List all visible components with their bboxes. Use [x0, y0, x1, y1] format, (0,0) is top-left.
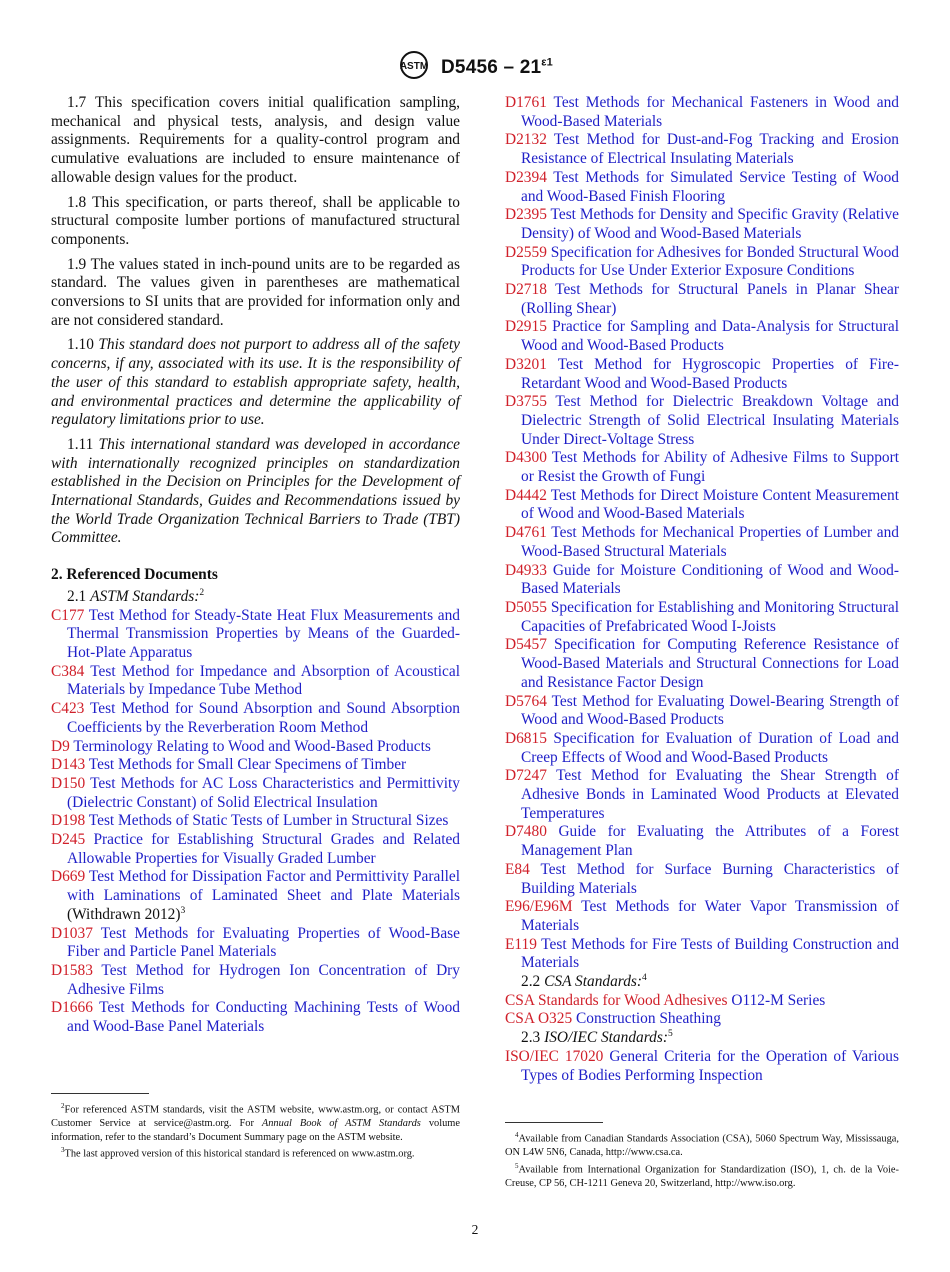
reference-title[interactable]: Test Methods for Simulated Service Testing of Wood and Wood-Based Finish Flooring — [521, 168, 899, 205]
reference-title[interactable]: Test Methods for Mechanical Properties of Lumber and Wood-Based Structural Materials — [521, 524, 899, 560]
para-1-11 — [51, 436, 460, 548]
footnote-4-num: 4 — [515, 1131, 519, 1139]
reference-title[interactable]: General Criteria for the Operation of Various Types of Bodies Performing Inspection — [521, 1047, 899, 1084]
footnote-ref-2: 2 — [199, 587, 205, 598]
reference-item[interactable] — [505, 318, 899, 355]
para-1-10 — [51, 336, 460, 430]
reference-item[interactable] — [505, 244, 899, 281]
reference-item[interactable] — [51, 962, 460, 999]
astm-reference-list-continued — [505, 94, 899, 973]
reference-title[interactable]: Test Method for Evaluating the Shear Strength of Adhesive Bonds in Laminated Wood Products at Elevated Temperatures — [521, 767, 900, 822]
reference-item[interactable] — [505, 1010, 899, 1029]
footnote-2-num: 2 — [61, 1102, 65, 1110]
reference-code[interactable]: D198 — [51, 812, 86, 830]
reference-item[interactable] — [505, 936, 899, 973]
reference-code[interactable]: D7247 — [505, 767, 547, 785]
reference-title[interactable]: Test Methods of Static Tests of Lumber in Structural Sizes — [88, 812, 449, 830]
reference-item[interactable] — [51, 663, 460, 700]
reference-code[interactable]: D1037 — [51, 924, 93, 942]
reference-code[interactable]: D1583 — [51, 961, 93, 979]
reference-title[interactable]: Test Method for Evaluating Dowel-Bearing Strength of Wood and Wood-Based Products — [521, 692, 899, 729]
reference-code[interactable]: D1666 — [51, 999, 93, 1017]
footnote-5-text: Available from International Organization for Standardization (ISO), 1, ch. de la Voie-Creuse, CP 56, CH-1211 Geneva 20, Switzerland, http://www.iso.org. — [505, 1164, 899, 1189]
reference-code[interactable]: D3755 — [505, 393, 547, 411]
reference-code[interactable]: E96/E96M — [505, 898, 573, 916]
footnote-divider — [505, 1122, 603, 1123]
footnote-ref-5: 5 — [667, 1029, 673, 1040]
reference-code[interactable]: D150 — [51, 774, 86, 792]
reference-item[interactable] — [505, 206, 899, 243]
right-column — [505, 94, 899, 1085]
reference-code[interactable]: D2718 — [505, 281, 547, 299]
designation-code: D5456 – 21 — [441, 56, 542, 78]
reference-code[interactable]: D3201 — [505, 355, 547, 373]
reference-title[interactable]: O112-M Series — [731, 991, 826, 1009]
reference-title[interactable]: Test Methods for Conducting Machining Tests of Wood and Wood-Base Panel Materials — [67, 999, 460, 1036]
withdrawn-note: (Withdrawn 2012) — [67, 905, 181, 923]
reference-item[interactable] — [505, 281, 899, 318]
reference-title[interactable]: Construction Sheathing — [576, 1010, 721, 1028]
left-column — [51, 94, 460, 1037]
reference-code[interactable]: CSA Standards for Wood Adhesives — [505, 991, 728, 1009]
footnote-divider — [51, 1093, 149, 1094]
reference-title[interactable]: Test Method for Steady-State Heat Flux Measurements and Thermal Transmission Properties by Means of the Guarded-Hot-Plate Apparatus — [67, 606, 460, 661]
reference-code[interactable]: D7480 — [505, 823, 547, 841]
reference-code[interactable]: C423 — [51, 700, 85, 718]
reference-item[interactable] — [51, 607, 460, 663]
reference-code[interactable]: D2915 — [505, 318, 547, 336]
reference-title[interactable]: Test Methods for Evaluating Properties of Wood-Base Fiber and Particle Panel Materials — [67, 924, 460, 961]
reference-item[interactable] — [505, 823, 899, 860]
subsection-2-2 — [505, 973, 899, 992]
subsection-2-2-num: 2.2 — [521, 973, 541, 991]
reference-item[interactable] — [51, 775, 460, 812]
reference-item[interactable] — [51, 999, 460, 1036]
reference-code[interactable]: D5457 — [505, 636, 547, 654]
reference-code[interactable]: D2559 — [505, 243, 547, 261]
para-1-11-text: This international standard was developed in accordance with internationally recognized principles on standardization established in the Decision on Principles for the Development of International Standards, Guides and Recommendations issued by the World Trade Organization Technical Barriers to Trade (TBT) Committee. — [51, 435, 460, 547]
subsection-2-3 — [505, 1029, 899, 1048]
reference-code[interactable]: D4761 — [505, 524, 547, 542]
footnote-3-text: The last approved version of this historical standard is referenced on www.astm.org. — [64, 1148, 415, 1160]
reference-code[interactable]: D5055 — [505, 598, 547, 616]
reference-title[interactable]: Test Method for Dissipation Factor and Permittivity Parallel with Laminations of Laminated Sheet and Plate Materials — [67, 868, 461, 905]
reference-item[interactable] — [51, 868, 460, 924]
subsection-2-3-label: ISO/IEC Standards: — [544, 1029, 668, 1047]
reference-title[interactable]: Practice for Sampling and Data-Analysis for Structural Wood and Wood-Based Products — [521, 318, 899, 355]
reference-item[interactable] — [51, 812, 460, 831]
reference-title[interactable]: Specification for Evaluation of Duration of Load and Creep Effects of Wood and Wood-Based Products — [521, 729, 899, 766]
reference-title[interactable]: Test Methods for Density and Specific Gravity (Relative Density) of Wood and Wood-Based Materials — [521, 206, 899, 242]
reference-title[interactable]: Test Methods for Ability of Adhesive Films to Support or Resist the Growth of Fungi — [521, 449, 899, 486]
astm-reference-list — [51, 607, 460, 1037]
reference-item[interactable] — [505, 94, 899, 131]
reference-title[interactable]: Terminology Relating to Wood and Wood-Based Products — [73, 737, 431, 755]
footnotes-left — [51, 1093, 460, 1161]
reference-code[interactable]: D2394 — [505, 168, 547, 186]
reference-item[interactable] — [51, 738, 460, 757]
page-header — [0, 50, 950, 85]
para-1-9: 1.9 The values stated in inch-pound units are to be regarded as standard. The values given in parentheses are mathematical conversions to SI units that are provided for information only and are not considered standard. — [51, 255, 460, 329]
reference-code[interactable]: ISO/IEC 17020 — [505, 1047, 604, 1065]
reference-item[interactable] — [51, 831, 460, 868]
para-1-10-text: This standard does not purport to address all of the safety concerns, if any, associated with its use. It is the responsibility of the user of this standard to establish appropriate safety, health, and environmental practices and determine the applicability of regulatory limitations prior to use. — [51, 336, 460, 429]
reference-code[interactable]: D9 — [51, 737, 70, 755]
reference-title[interactable]: Test Method for Dielectric Breakdown Voltage and Dielectric Strength of Solid Electrical Insulating Materials Under Direct-Voltage Stress — [521, 393, 899, 448]
subsection-2-2-label: CSA Standards: — [544, 973, 643, 991]
reference-code[interactable]: D669 — [51, 868, 86, 886]
subsection-2-3-num: 2.3 — [521, 1029, 541, 1047]
reference-item[interactable] — [51, 756, 460, 775]
reference-item[interactable] — [505, 730, 899, 767]
reference-item[interactable] — [505, 1048, 899, 1085]
reference-code[interactable]: C177 — [51, 606, 85, 624]
footnote-5 — [505, 1160, 899, 1191]
footnote-2-text-a: For referenced ASTM standards, visit the ASTM website, www.astm.org, or contact ASTM Customer Service at service@astm.org. For — [51, 1104, 460, 1130]
reference-item[interactable] — [505, 487, 899, 524]
reference-item[interactable] — [505, 693, 899, 730]
reference-item[interactable] — [505, 524, 899, 561]
reference-item[interactable] — [505, 599, 899, 636]
reference-title[interactable]: Test Method for Hydrogen Ion Concentration of Dry Adhesive Films — [67, 961, 461, 998]
page-number: 2 — [471, 1222, 479, 1237]
reference-code[interactable]: D4442 — [505, 486, 547, 504]
reference-title[interactable]: Guide for Moisture Conditioning of Wood and Wood-Based Materials — [521, 561, 899, 598]
reference-item[interactable] — [51, 700, 460, 737]
reference-title[interactable]: Test Method for Surface Burning Characteristics of Building Materials — [521, 860, 899, 897]
footnote-3 — [51, 1144, 460, 1161]
footnote-2-text-b: volume information, refer to the standard’s Document Summary page on the ASTM website. — [51, 1118, 460, 1143]
footnote-2 — [51, 1100, 460, 1144]
reference-item[interactable] — [505, 992, 899, 1011]
reference-title[interactable]: Test Method for Hygroscopic Properties of Fire-Retardant Wood and Wood-Based Products — [521, 355, 899, 392]
reference-item[interactable] — [505, 898, 899, 935]
reference-item[interactable] — [505, 562, 899, 599]
para-1-7: 1.7 This specification covers initial qualification sampling, mechanical and physical tests, analysis, and design value assignments. Requirements for a quality-control program and cumulative evaluations are included to ensure maintenance of allowable design values for the product. — [51, 94, 460, 186]
reference-code[interactable]: D2132 — [505, 131, 547, 149]
astm-logo-text: ASTM — [399, 61, 429, 72]
section-title: 2. Referenced Documents — [51, 566, 218, 584]
footnote-5-num: 5 — [515, 1161, 519, 1170]
reference-code[interactable]: D6815 — [505, 729, 547, 747]
reference-item[interactable] — [505, 767, 899, 823]
reference-code[interactable]: D5764 — [505, 692, 547, 710]
footnotes-right — [505, 1122, 899, 1190]
footnote-ref-4: 4 — [642, 972, 647, 983]
reference-title[interactable]: Test Methods for Small Clear Specimens of Timber — [88, 756, 407, 774]
reference-title[interactable]: Practice for Establishing Structural Grades and Related Allowable Properties for Visually Graded Lumber — [67, 831, 460, 867]
reference-title[interactable]: Test Methods for AC Loss Characteristics and Permittivity (Dielectric Constant) of Solid Electrical Insulation — [67, 774, 460, 811]
reference-title[interactable]: Guide for Evaluating the Attributes of a Forest Management Plan — [521, 823, 899, 860]
reference-code[interactable]: E119 — [505, 935, 537, 953]
reference-item[interactable] — [505, 393, 899, 449]
reference-code[interactable]: D2395 — [505, 206, 547, 224]
subsection-2-1-label: ASTM Standards: — [90, 587, 200, 605]
reference-item[interactable] — [51, 925, 460, 962]
reference-title[interactable]: Test Methods for Fire Tests of Building Construction and Materials — [521, 935, 899, 972]
reference-title[interactable]: Specification for Computing Reference Resistance of Wood-Based Materials and Structural Connections for Load and Resistance Factor Design — [521, 636, 899, 691]
reference-title[interactable]: Specification for Establishing and Monitoring Structural Capacities of Prefabricated Wood I-Joists — [521, 598, 899, 635]
reference-code[interactable]: D1761 — [505, 94, 547, 111]
subsection-2-1-num: 2.1 — [67, 587, 87, 605]
reference-item[interactable] — [505, 169, 899, 206]
footnote-2-italic: Annual Book of ASTM Standards — [261, 1118, 421, 1130]
footnote-4-text: Available from Canadian Standards Association (CSA), 5060 Spectrum Way, Mississauga, ON L4W 5N6, Canada, http://www.csa.ca. — [505, 1133, 899, 1159]
reference-item[interactable] — [505, 636, 899, 692]
designation-epsilon: ε1 — [541, 56, 553, 69]
reference-code[interactable]: D245 — [51, 831, 86, 849]
reference-item[interactable] — [505, 131, 899, 168]
reference-title[interactable]: Test Method for Dust-and-Fog Tracking and Erosion Resistance of Electrical Insulating Materials — [521, 131, 899, 168]
astm-logo-icon — [397, 50, 431, 85]
reference-title[interactable]: Test Methods for Direct Moisture Content Measurement of Wood and Wood-Based Materials — [521, 486, 899, 523]
reference-item[interactable] — [505, 356, 899, 393]
subsection-2-1 — [51, 588, 460, 607]
para-1-10-num: 1.10 — [67, 336, 94, 354]
reference-code[interactable]: D4300 — [505, 449, 547, 467]
reference-title[interactable]: Test Method for Impedance and Absorption of Acoustical Materials by Impedance Tube Method — [67, 662, 460, 699]
designation — [441, 57, 553, 78]
reference-title[interactable]: Test Methods for Water Vapor Transmission of Materials — [521, 898, 900, 934]
reference-title[interactable]: Test Methods for Structural Panels in Planar Shear (Rolling Shear) — [521, 281, 899, 317]
para-1-11-num: 1.11 — [67, 435, 94, 453]
reference-code[interactable]: E84 — [505, 860, 530, 878]
reference-title[interactable]: Specification for Adhesives for Bonded Structural Wood Products for Use Under Exterior Exposure Conditions — [521, 243, 899, 280]
footnote-3-num: 3 — [61, 1146, 65, 1155]
reference-code[interactable]: D4933 — [505, 561, 547, 579]
reference-item[interactable] — [505, 449, 899, 486]
para-1-8: 1.8 This specification, or parts thereof, shall be applicable to structural composite lumber portions of manufactured structural components. — [51, 193, 460, 248]
footnote-ref-3: 3 — [180, 905, 186, 916]
reference-code[interactable]: C384 — [51, 662, 85, 680]
reference-code[interactable]: D143 — [51, 756, 86, 774]
reference-code[interactable]: CSA O325 — [505, 1010, 573, 1028]
reference-title[interactable]: Test Methods for Mechanical Fasteners in Wood and Wood-Based Materials — [521, 94, 899, 130]
footnote-4 — [505, 1129, 899, 1160]
reference-title[interactable]: Test Method for Sound Absorption and Sound Absorption Coefficients by the Reverberation Room Method — [67, 700, 460, 736]
reference-item[interactable] — [505, 861, 899, 898]
